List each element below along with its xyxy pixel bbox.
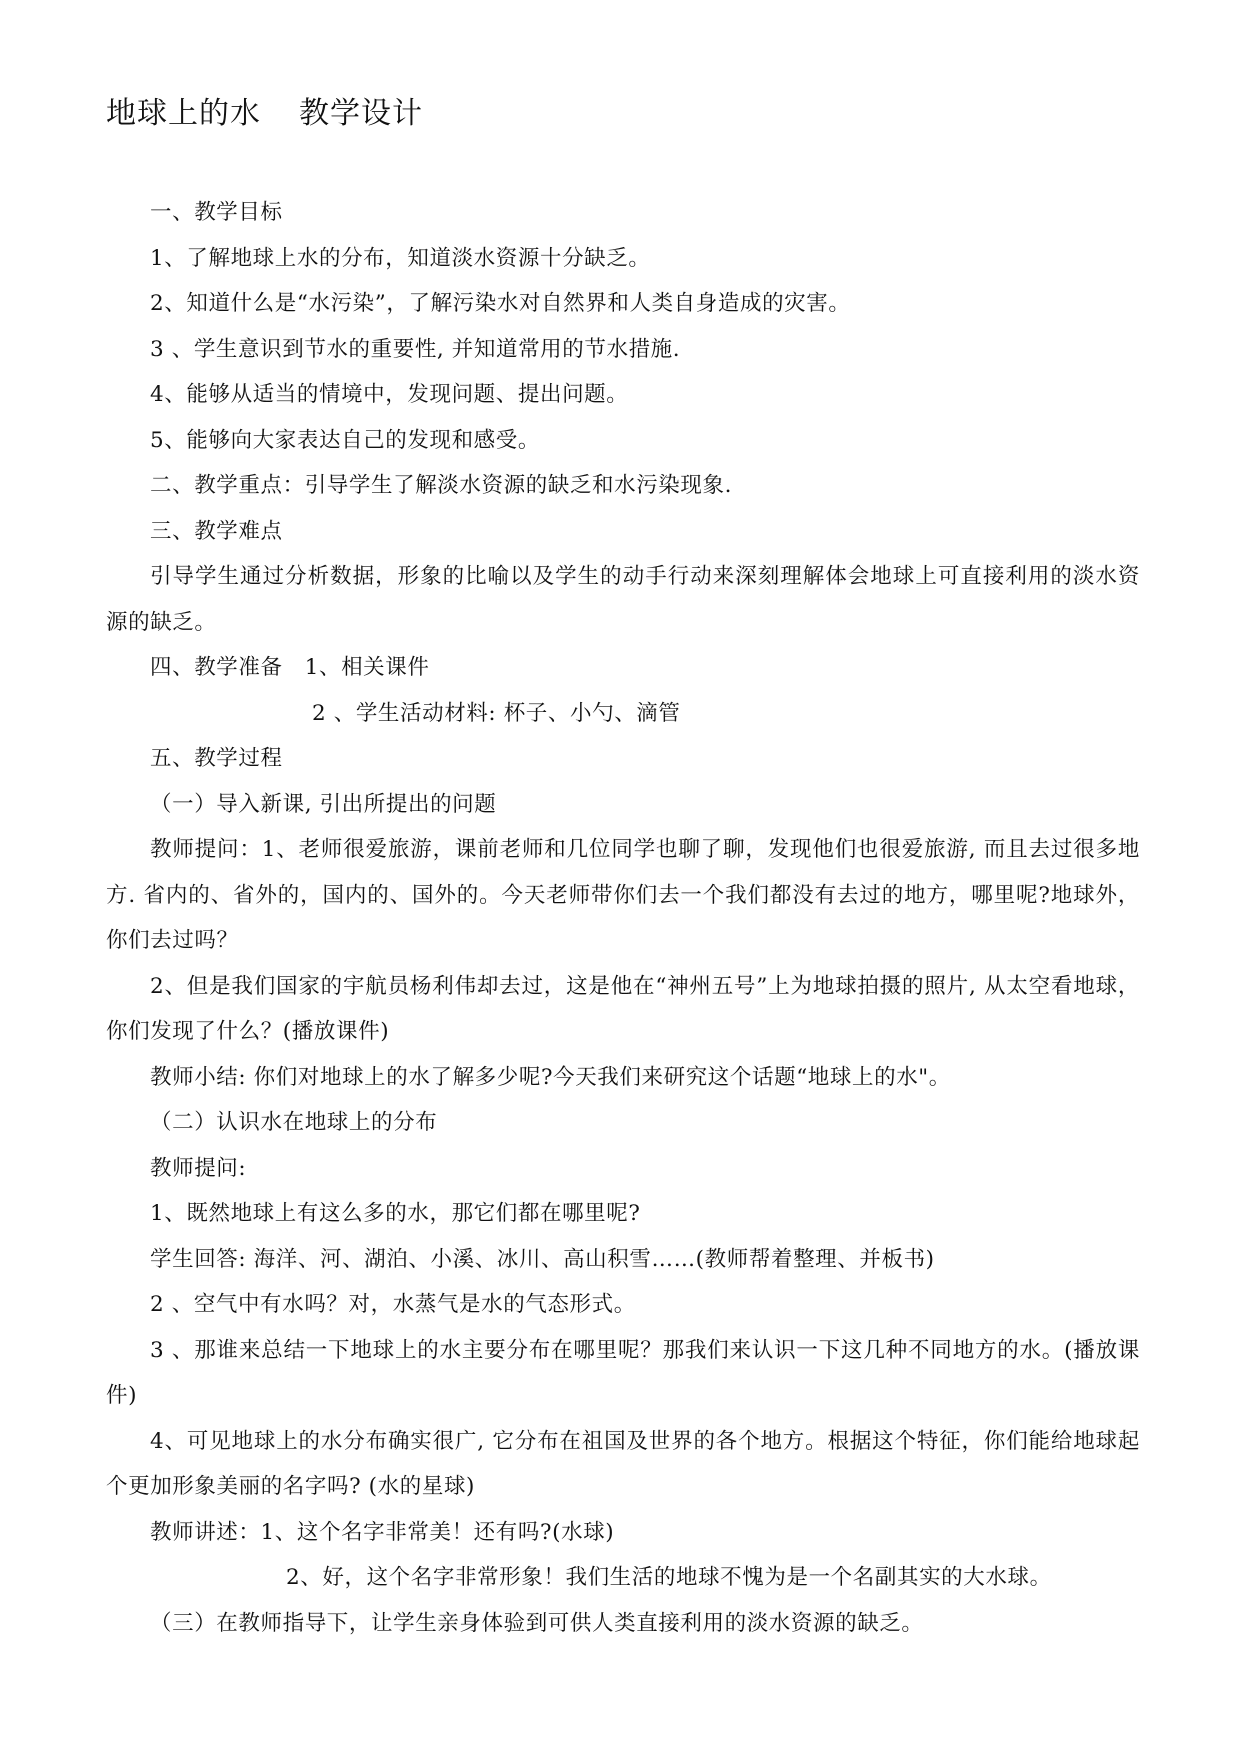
part2-answer: 学生回答: 海洋、河、湖泊、小溪、冰川、高山积雪……(教师帮着整理、并板书) (150, 1246, 935, 1272)
document-title (106, 92, 423, 136)
part2-talk-2: 2、好，这个名字非常形象！我们生活的地球不愧为是一个名副其实的大水球。 (286, 1565, 1052, 1590)
objective-item: 4、能够从适当的情境中，发现问题、提出问题。 (150, 382, 629, 407)
part2-question-3: 3 、那谁来总结一下地球上的水主要分布在哪里呢？那我们来认识一下这几种不同地方的水。(播放课件) (106, 1337, 1140, 1408)
document-body (106, 190, 1140, 1646)
objective-item: 1、了解地球上水的分布，知道淡水资源十分缺乏。 (150, 245, 651, 271)
difficulty-heading: 三、教学难点 (150, 518, 283, 544)
key-point: 二、教学重点：引导学生了解淡水资源的缺乏和水污染现象. (150, 473, 733, 498)
objectives-heading: 一、教学目标 (150, 200, 283, 225)
part2-ask: 教师提问: (150, 1155, 247, 1181)
process-heading: 五、教学过程 (150, 746, 283, 771)
part2-question-2: 2 、空气中有水吗？对，水蒸气是水的气态形式。 (150, 1292, 636, 1317)
preparation-line-2: 2 、学生活动材料: 杯子、小勺、滴管 (312, 700, 681, 726)
part1-paragraph-2: 2、但是我们国家的宇航员杨利伟却去过，这是他在“神州五号”上为地球拍摄的照片, 从太空看地球，你们发现了什么？(播放课件) (106, 973, 1140, 1044)
part1-paragraph-1: 教师提问：1、老师很爱旅游，课前老师和几位同学也聊了聊，发现他们也很爱旅游, 而且去过很多地方. 省内的、省外的，国内的、国外的。今天老师带你们去一个我们都没有去过的地方，哪里呢?地球外，你们去过吗？ (106, 837, 1140, 953)
preparation-line-1: 四、教学准备 1、相关课件 (150, 655, 430, 680)
part2-question-4: 4、可见地球上的水分布确实很广, 它分布在祖国及世界的各个地方。根据这个特征，你们能给地球起个更加形象美丽的名字吗? (水的星球) (106, 1428, 1140, 1499)
objective-item: 5、能够向大家表达自己的发现和感受。 (150, 427, 540, 453)
part2-question-1: 1、既然地球上有这么多的水，那它们都在哪里呢? (150, 1201, 641, 1226)
part2-heading: （二）认识水在地球上的分布 (150, 1110, 438, 1135)
title-sub: 教学设计 (299, 96, 423, 131)
part3-heading: （三）在教师指导下，让学生亲身体验到可供人类直接利用的淡水资源的缺乏。 (150, 1610, 924, 1636)
part2-talk-1: 教师讲述：1、这个名字非常美！还有吗?(水球) (150, 1519, 615, 1545)
objective-item: 3 、学生意识到节水的重要性, 并知道常用的节水措施. (150, 336, 681, 362)
objective-item: 2、知道什么是“水污染”，了解污染水对自然界和人类自身造成的灾害。 (150, 291, 851, 316)
part1-summary: 教师小结: 你们对地球上的水了解多少呢?今天我们来研究这个话题“地球上的水"。 (150, 1064, 951, 1090)
part1-heading: （一）导入新课, 引出所提出的问题 (150, 791, 497, 817)
difficulty-text: 引导学生通过分析数据，形象的比喻以及学生的动手行动来深刻理解体会地球上可直接利用的淡水资源的缺乏。 (106, 564, 1140, 635)
title-main: 地球上的水 (106, 96, 261, 131)
